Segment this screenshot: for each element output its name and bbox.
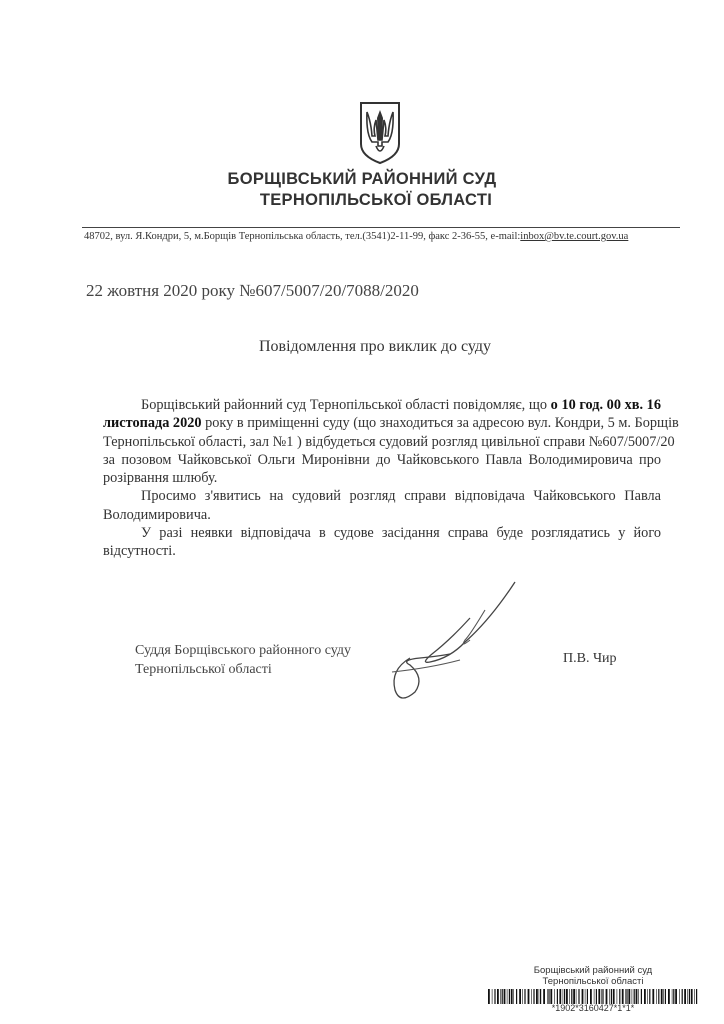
barcode-bar: [634, 989, 635, 1004]
text: року в приміщенні суду (що знаходиться за адресою вул. Кондри, 5 м. Борщів: [201, 415, 679, 432]
email-link[interactable]: inbox@bv.te.court.gov.ua: [520, 231, 629, 242]
paragraph-line: [103, 414, 679, 432]
document-body: [103, 396, 679, 561]
stamp-line2: Тернопільської області: [542, 976, 644, 987]
paragraph-line: [103, 451, 661, 469]
paragraph-line: [103, 469, 661, 487]
barcode-bar: [619, 989, 620, 1004]
barcode-bar: [571, 989, 572, 1004]
paragraph-line: [103, 542, 661, 560]
barcode-bar: [601, 989, 602, 1004]
barcode-bar: [598, 989, 600, 1004]
barcode-bar: [533, 989, 534, 1004]
barcode-bar: [511, 989, 513, 1004]
barcode-number: *1902*3160427*1*1*: [551, 1003, 635, 1013]
barcode-bar: [609, 989, 610, 1004]
barcode-bar: [632, 989, 633, 1004]
barcode-bar: [663, 989, 664, 1004]
barcode-bar: [638, 989, 639, 1004]
barcode-bar: [531, 989, 532, 1004]
paragraph-line: [103, 396, 661, 414]
barcode-bar: [494, 989, 495, 1004]
barcode-bar: [522, 989, 523, 1004]
barcode-bar: [492, 989, 493, 1004]
barcode-bar: [625, 989, 626, 1004]
barcode-bar: [641, 989, 642, 1004]
barcode-bar: [691, 989, 693, 1004]
barcode-bar: [672, 989, 673, 1004]
paragraph-line: [103, 506, 661, 524]
barcode-bar: [536, 989, 538, 1004]
barcode-bar: [665, 989, 666, 1004]
barcode-bar: [502, 989, 503, 1004]
barcode-bar: [626, 989, 627, 1004]
court-name-line2: ТЕРНОПІЛЬСЬКОЇ ОБЛАСТІ: [259, 191, 493, 209]
barcode-bar: [509, 989, 510, 1004]
paragraph-line: [103, 433, 675, 451]
barcode-bar: [656, 989, 657, 1004]
paragraph-line: [103, 487, 661, 505]
barcode-bar: [687, 989, 688, 1004]
address-text: 48702, вул. Я.Кондри, 5, м.Борщів Тернопільська область, тел.(3541)2-11-99, факс 2-36-55, e-mail:: [84, 231, 521, 242]
barcode-bar: [649, 989, 650, 1004]
barcode-bar: [524, 989, 525, 1004]
barcode-bar: [513, 989, 514, 1004]
barcode-bar: [602, 989, 603, 1004]
barcode-bar: [628, 989, 630, 1004]
barcode-bar: [582, 989, 584, 1004]
judge-name: П.В. Чир: [563, 651, 617, 666]
barcode-bar: [516, 989, 517, 1004]
text: Володимировича.: [103, 506, 211, 523]
barcode-bar: [661, 989, 663, 1004]
barcode-bar: [519, 989, 521, 1004]
barcode-bar: [636, 989, 638, 1004]
barcode-bar: [689, 989, 690, 1004]
barcode-bar: [617, 989, 618, 1004]
barcode-bar: [596, 989, 597, 1004]
stamp-line1: Борщівський районний суд: [533, 965, 653, 976]
barcode-bar: [548, 989, 549, 1004]
handwritten-signature: [370, 580, 530, 710]
text: за позовом Чайковської Ольги Миронівни до Чайковського Павла Володимировича про: [103, 451, 661, 468]
barcode-bar: [585, 989, 586, 1004]
barcode-bar: [504, 989, 506, 1004]
barcode-bar: [682, 989, 683, 1004]
judge-position: [135, 641, 351, 679]
barcode-bar: [554, 989, 555, 1004]
judge-position-line1: Суддя Борщівського районного суду: [135, 643, 351, 658]
barcode-bar: [622, 989, 624, 1004]
bold-text: о 10 год. 00 хв. 16: [550, 397, 661, 413]
barcode-bar: [557, 989, 558, 1004]
barcode-bar: [528, 989, 530, 1004]
barcode-bar: [564, 989, 565, 1004]
trident-emblem-icon: [358, 100, 402, 166]
barcode-bar: [694, 989, 695, 1004]
text: Борщівський районний суд Тернопільської області повідомляє, що: [141, 397, 551, 413]
barcode-bar: [647, 989, 648, 1004]
barcode-bar: [539, 989, 540, 1004]
barcode-bar: [673, 989, 674, 1004]
judge-position-line2: Тернопільської області: [135, 662, 272, 677]
barcode-bar: [573, 989, 575, 1004]
bold-text: листопада 2020: [103, 415, 202, 432]
barcode-bar: [559, 989, 561, 1004]
barcode-bar: [566, 989, 568, 1004]
barcode-bar: [587, 989, 588, 1004]
text: розірвання шлюбу.: [103, 470, 218, 487]
text: відсутності.: [103, 543, 176, 560]
barcode-bar: [658, 989, 659, 1004]
barcode-bar: [497, 989, 499, 1004]
barcode-bar: [500, 989, 501, 1004]
barcode-bar: [563, 989, 564, 1004]
barcode-bar: [668, 989, 670, 1004]
barcode-bar: [543, 989, 545, 1004]
barcode-bar: [594, 989, 595, 1004]
barcode-bar: [569, 989, 570, 1004]
court-name-line1: БОРЩІВСЬКИЙ РАЙОННИЙ СУД: [227, 170, 497, 188]
barcode-bar: [540, 989, 541, 1004]
header-divider: [82, 227, 680, 228]
barcode-bar: [507, 989, 508, 1004]
barcode-bar: [547, 989, 548, 1004]
barcode-bar: [606, 989, 608, 1004]
barcode-bar: [488, 989, 490, 1004]
text: Тернопільської області, зал №1 ) відбудеться судовий розгляд цивільної справи №607/5007/20: [103, 433, 675, 450]
text: Просимо з'явитись на судовий розгляд справи відповідача Чайковського Павла: [141, 488, 661, 505]
barcode-bar: [644, 989, 646, 1004]
barcode-bar: [652, 989, 654, 1004]
barcode-bar: [578, 989, 579, 1004]
court-address: [84, 231, 684, 242]
barcode-bar: [590, 989, 592, 1004]
text: У разі неявки відповідача в судове засідання справа буде розглядатись у його: [141, 525, 661, 542]
barcode-bar: [611, 989, 612, 1004]
document-reference: 22 жовтня 2020 року №607/5007/20/7088/2020: [86, 281, 419, 300]
footer-stamp: [488, 965, 698, 987]
paragraph-line: [103, 524, 661, 542]
barcode: [488, 989, 698, 1004]
barcode-bar: [576, 989, 577, 1004]
barcode-bar: [613, 989, 615, 1004]
barcode-bar: [675, 989, 677, 1004]
barcode-bar: [696, 989, 697, 1004]
barcode-bar: [679, 989, 680, 1004]
barcode-bar: [550, 989, 552, 1004]
barcode-bar: [684, 989, 686, 1004]
document-title: Повідомлення про виклик до суду: [258, 338, 492, 355]
